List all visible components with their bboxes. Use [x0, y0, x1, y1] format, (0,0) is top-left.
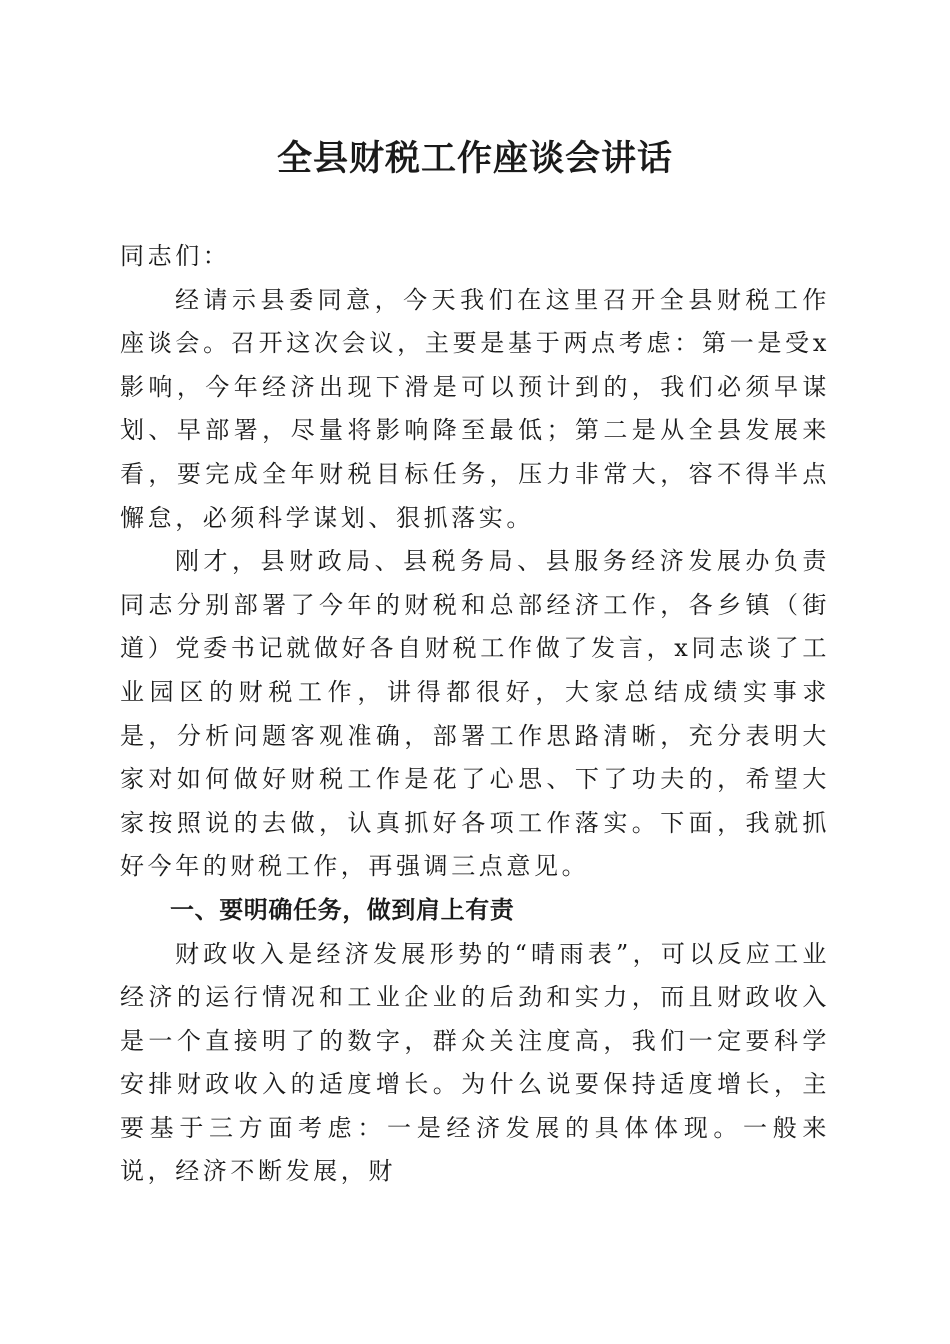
salutation: 同志们： [120, 242, 231, 270]
document-title: 全县财税工作座谈会讲话 [276, 138, 673, 179]
document-body [120, 235, 830, 1194]
paragraph-section-one: 财政收入是经济发展形势的“晴雨表”，可以反应工业经济的运行情况和工业企业的后劲和实力，而且财政收入是一个直接明了的数字，群众关注度高，我们一定要科学安排财政收入的适度增长。为什么说要保持适度增长，主要基于三方面考虑：一是经济发展的具体体现。一般来说，经济不断发展，财 [120, 939, 830, 1186]
section-heading: 一、要明确任务，做到肩上有责 [170, 895, 515, 924]
paragraph-opening: 经请示县委同意，今天我们在这里召开全县财税工作座谈会。召开这次会议，主要是基于两点考虑：第一是受x影响，今年经济出现下滑是可以预计到的，我们必须早谋划、早部署，尽量将影响降至最低；第二是从全县发展来看，要完成全年财税目标任务，压力非常大，容不得半点懈怠，必须科学谋划、狠抓落实。 [120, 285, 830, 532]
paragraph-review: 刚才，县财政局、县税务局、县服务经济发展办负责同志分别部署了今年的财税和总部经济工作，各乡镇（街道）党委书记就做好各自财税工作做了发言，x同志谈了工业园区的财税工作，讲得都很好，大家总结成绩实事求是，分析问题客观准确，部署工作思路清晰，充分表明大家对如何做好财税工作是花了心思、下了功夫的，希望大家按照说的去做，认真抓好各项工作落实。下面，我就抓好今年的财税工作，再强调三点意见。 [120, 547, 830, 881]
